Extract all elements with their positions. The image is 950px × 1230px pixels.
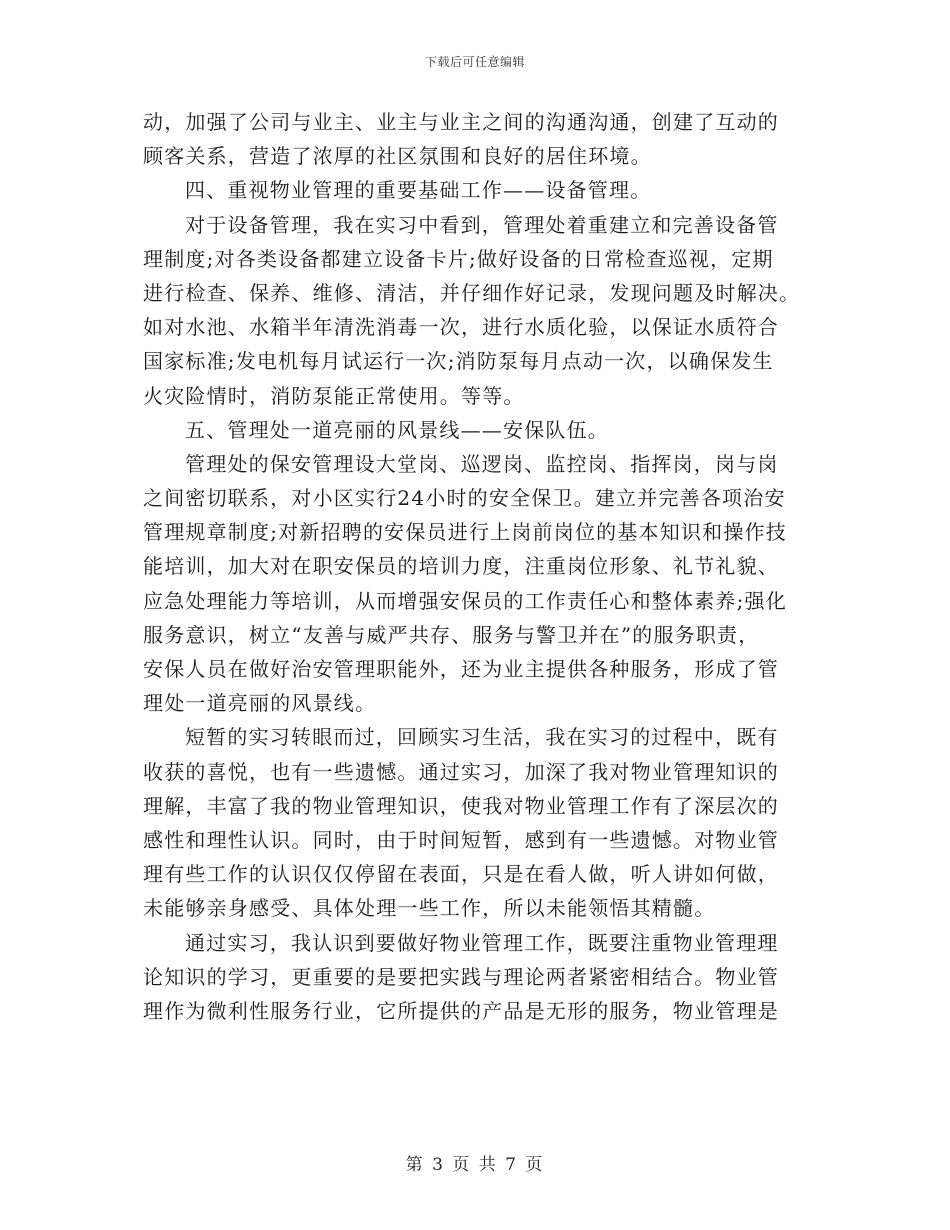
text-line: 理制度;对各类设备都建立设备卡片;做好设备的日常检查巡视，定期 [143,246,774,271]
text-line: 未能够亲身感受、具体处理一些工作，所以未能领悟其精髓。 [143,896,716,921]
text-line: 收获的喜悦，也有一些遗憾。通过实习，加深了我对物业管理知识的 [143,759,779,784]
text-line: 管理规章制度;对新招聘的安保员进行上岗前岗位的基本知识和操作技 [143,520,787,545]
text-line: 理解，丰富了我的物业管理知识，使我对物业管理工作有了深层次的 [143,793,779,818]
text-line: 应急处理能力等培训，从而增强安保员的工作责任心和整体素养;强化 [143,588,787,613]
text-line: 国家标准;发电机每月试运行一次;消防泵每月点动一次，以确保发生 [143,349,774,374]
text-line: 服务意识，树立“友善与威严共存、服务与警卫并在”的服务职责， [143,622,760,647]
text-line: 理有些工作的认识仅仅停留在表面，只是在看人做，听人讲如何做， [143,862,779,887]
document-body [143,105,811,1028]
text-line: 能培训，加大对在职安保员的培训力度，注重岗位形象、礼节礼貌、 [143,554,779,579]
page-footer: 第 3 页 共 7 页 [405,1155,545,1175]
text-line: 顾客关系，营造了浓厚的社区氛围和良好的居住环境。 [143,144,652,169]
page-header: 下载后可任意编辑 [424,55,525,69]
text-line: 短暂的实习转眼而过，回顾实习生活，我在实习的过程中，既有 [185,725,779,750]
text-line: 之间密切联系，对小区实行24小时的安全保卫。建立并完善各项治安 [143,486,786,511]
text-line: 四、重视物业管理的重要基础工作——设备管理。 [185,178,652,203]
text-line: 对于设备管理，我在实习中看到，管理处着重建立和完善设备管 [185,212,779,237]
text-line: 感性和理性认识。同时，由于时间短暂，感到有一些遗憾。对物业管 [143,827,779,852]
text-line: 理处一道亮丽的风景线。 [143,691,377,716]
text-line: 火灾险情时，消防泵能正常使用。等等。 [143,383,525,408]
text-line: 安保人员在做好治安管理职能外，还为业主提供各种服务，形成了管 [143,657,779,681]
text-line: 理作为微利性服务行业，它所提供的产品是无形的服务，物业管理是 [143,998,779,1023]
text-line: 论知识的学习，更重要的是要把实践与理论两者紧密相结合。物业管 [143,964,779,989]
text-line: 管理处的保安管理设大堂岗、巡逻岗、监控岗、指挥岗，岗与岗 [185,451,779,476]
text-line: 通过实习，我认识到要做好物业管理工作，既要注重物业管理理 [185,930,779,955]
text-line: 五、管理处一道亮丽的风景线——安保队伍。 [185,417,609,442]
text-line: 进行检查、保养、维修、清洁，并仔细作好记录，发现问题及时解决。 [143,280,801,305]
text-line: 动，加强了公司与业主、业主与业主之间的沟通沟通，创建了互动的 [143,110,779,134]
text-line: 如对水池、水箱半年清洗消毒一次，进行水质化验，以保证水质符合 [143,315,779,340]
